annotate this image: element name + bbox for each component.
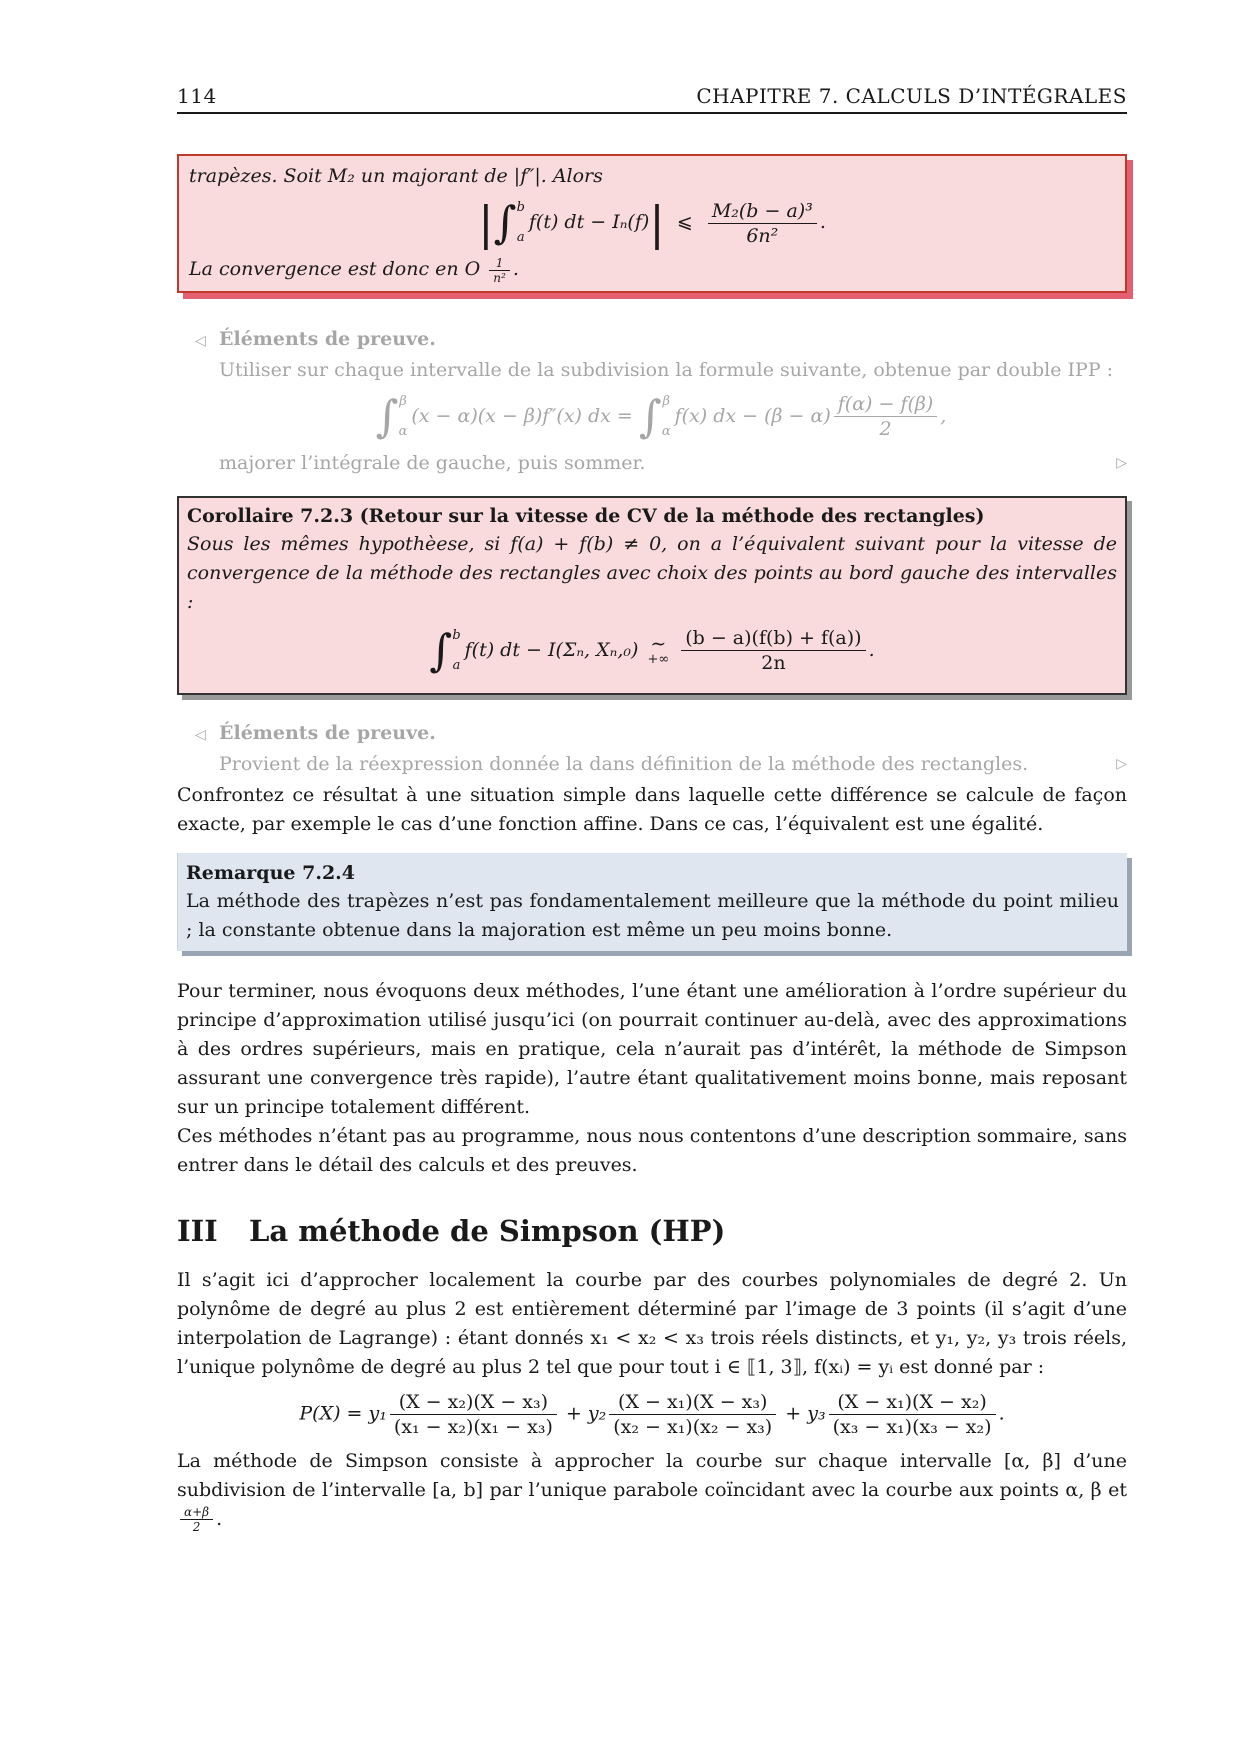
corollary-formula xyxy=(187,621,1117,681)
remark-text: La méthode des trapèzes n’est pas fondamentalement meilleure que la méthode du point milieu ; la constante obtenue dans la majoration est même un peu moins bonne. xyxy=(186,889,1119,941)
proof-denominator: 2 xyxy=(879,418,892,440)
page-number: 114 xyxy=(177,84,217,108)
paragraph-text: La méthode de Simpson consiste à approcher la courbe sur chaque intervalle [α, β] d’une subdivision de l’intervalle [a, b] par l’unique parabole coïncidant avec la courbe aux points α, β et xyxy=(177,1449,1127,1501)
corollary-integrand: f(t) dt − I(Σₙ, Xₙ,₀) xyxy=(464,638,639,661)
lagrange-num: (X − x₁)(X − x₃) xyxy=(609,1390,776,1415)
lower-limit: α xyxy=(398,423,408,439)
remark-box xyxy=(177,853,1127,951)
integral-sign: ∫ xyxy=(375,391,399,442)
conclusion-text: La convergence est donc en O xyxy=(189,258,481,280)
lower-limit: a xyxy=(516,230,525,245)
equivalence-symbol: ∼ xyxy=(650,632,667,655)
theorem-relation: ⩽ xyxy=(676,211,693,233)
lagrange-den: (x₂ − x₁)(x₂ − x₃) xyxy=(613,1415,773,1438)
equivalence-subscript: +∞ xyxy=(647,651,670,667)
section-title: La méthode de Simpson (HP) xyxy=(249,1213,726,1248)
lagrange-coef: + y₃ xyxy=(785,1402,826,1424)
lagrange-num: (X − x₂)(X − x₃) xyxy=(390,1390,557,1415)
section-heading xyxy=(177,1214,1127,1248)
midpoint-num: α+β xyxy=(180,1505,213,1520)
corollary-denominator: 2n xyxy=(761,652,786,674)
proof-numerator: f(α) − f(β) xyxy=(834,392,938,417)
integral-sign: ∫ xyxy=(493,197,517,249)
page xyxy=(177,84,1127,1534)
running-head xyxy=(177,84,1127,114)
theorem-denominator: 6n² xyxy=(746,224,779,247)
left-integrand: (x − α)(x − β)f″(x) dx = xyxy=(411,404,633,427)
paragraph: Ces méthodes n’étant pas au programme, nous nous contentons d’une description sommaire, sans entrer dans le détail des calculs et des preuves. xyxy=(177,1124,1127,1176)
proof-start-icon: ◁ xyxy=(195,726,206,743)
theorem-intro: trapèzes. Soit M₂ un majorant de |f″|. Alors xyxy=(189,165,603,187)
lagrange-coef: + y₂ xyxy=(565,1402,607,1424)
proof-line: majorer l’intégrale de gauche, puis sommer. xyxy=(219,451,646,474)
lagrange-end: . xyxy=(998,1402,1005,1424)
upper-limit: β xyxy=(399,393,407,409)
paragraph: Confrontez ce résultat à une situation simple dans laquelle cette différence se calcule de façon exacte, par exemple le cas d’une fonction affine. Dans ce cas, l’équivalent est une égalité. xyxy=(177,783,1127,835)
integral-sign: ∫ xyxy=(429,625,453,676)
corollary-box xyxy=(177,496,1127,695)
proof-line: Utiliser sur chaque intervalle de la subdivision la formule suivante, obtenue par double IPP : xyxy=(219,358,1114,381)
proof-formula-end: , xyxy=(940,404,947,427)
lagrange-coef: y₁ xyxy=(368,1402,387,1424)
upper-limit: b xyxy=(516,200,525,215)
lagrange-formula xyxy=(177,1390,1127,1439)
upper-limit: b xyxy=(452,627,461,643)
theorem-integrand: f(t) dt − Iₙ(f) xyxy=(528,211,650,233)
theorem-formula: |∫ b a f(t) dt − Iₙ(f)| ⩽ $\frac{\text{M₂(b − a)³}}{\text{6n²}}$ . xyxy=(189,193,1115,253)
corollary-numerator: (b − a)(f(b) + f(a)) xyxy=(681,626,865,651)
proof-title: Éléments de preuve. xyxy=(219,721,436,744)
paragraph-end: . xyxy=(216,1507,223,1530)
paragraph: Il s’agit ici d’approcher localement la courbe par des courbes polynomiales de degré 2. Un polynôme de degré au plus 2 est entièrement déterminé par l’image de 3 points (il s’agit d’une interpolation de Lagrange) : étant donnés x₁ < x₂ < x₃ trois réels distincts, et y₁, y₂, y₃ trois réels, l’unique polynôme de degré au plus 2 tel que pour tout i ∈ ⟦1, 3⟧, f(xᵢ) = yᵢ est donné par : xyxy=(177,1268,1127,1378)
section-number: III xyxy=(177,1213,218,1248)
remark-title: Remarque 7.2.4 xyxy=(186,861,355,884)
corollary-title: Corollaire 7.2.3 (Retour sur la vitesse de CV de la méthode des rectangles) xyxy=(187,504,985,527)
right-integrand: f(x) dx − (β − α) xyxy=(674,404,831,427)
conclusion-num: 1 xyxy=(489,256,510,271)
theorem-box xyxy=(177,154,1127,293)
integral-sign: ∫ xyxy=(638,391,662,442)
lagrange-den: (x₁ − x₂)(x₁ − x₃) xyxy=(393,1415,553,1438)
paragraph: Pour terminer, nous évoquons deux méthodes, l’une étant une amélioration à l’ordre supérieur du principe d’approximation utilisé jusqu’ici (on pourrait continuer au-delà, avec des approximations à des ordres supérieurs, mais en pratique, cela n’aurait pas d’intérêt, la méthode de Simpson assurant une convergence très rapide), l’autre étant qualitativement moins bonne, mais reposant sur un principe totalement différent. xyxy=(177,979,1127,1118)
proof-line: Provient de la réexpression donnée la dans définition de la méthode des rectangles. xyxy=(219,752,1029,775)
theorem-conclusion xyxy=(189,255,1115,285)
upper-limit: β xyxy=(662,393,670,409)
proof-end-icon: ▷ xyxy=(1116,454,1127,471)
paragraph xyxy=(177,1447,1127,1535)
proof-end-icon: ▷ xyxy=(1116,755,1127,772)
proof-block-1 xyxy=(177,325,1127,478)
conclusion-den: n² xyxy=(493,270,506,285)
proof-formula xyxy=(195,387,1127,447)
midpoint-den: 2 xyxy=(192,1520,201,1534)
lagrange-num: (X − x₁)(X − x₂) xyxy=(829,1390,996,1415)
proof-start-icon: ◁ xyxy=(195,332,206,349)
proof-title: Éléments de preuve. xyxy=(219,327,436,350)
corollary-formula-end: . xyxy=(868,638,875,661)
theorem-numerator: M₂(b − a)³ xyxy=(708,199,817,224)
conclusion-end: . xyxy=(512,258,519,280)
theorem-formula-end: . xyxy=(819,211,826,233)
lower-limit: α xyxy=(661,423,671,439)
chapter-title: CHAPITRE 7. CALCULS D’INTÉGRALES xyxy=(696,84,1127,108)
lagrange-lhs: P(X) = xyxy=(299,1402,363,1424)
lower-limit: a xyxy=(452,657,461,673)
proof-block-2 xyxy=(177,719,1127,779)
lagrange-den: (x₃ − x₁)(x₃ − x₂) xyxy=(832,1415,992,1438)
corollary-text: Sous les mêmes hypothèese, si f(a) + f(b) ≠ 0, on a l’équivalent suivant pour la vitesse de convergence de la méthode des rectangles avec choix des points au bord gauche des intervalles : xyxy=(187,532,1117,613)
